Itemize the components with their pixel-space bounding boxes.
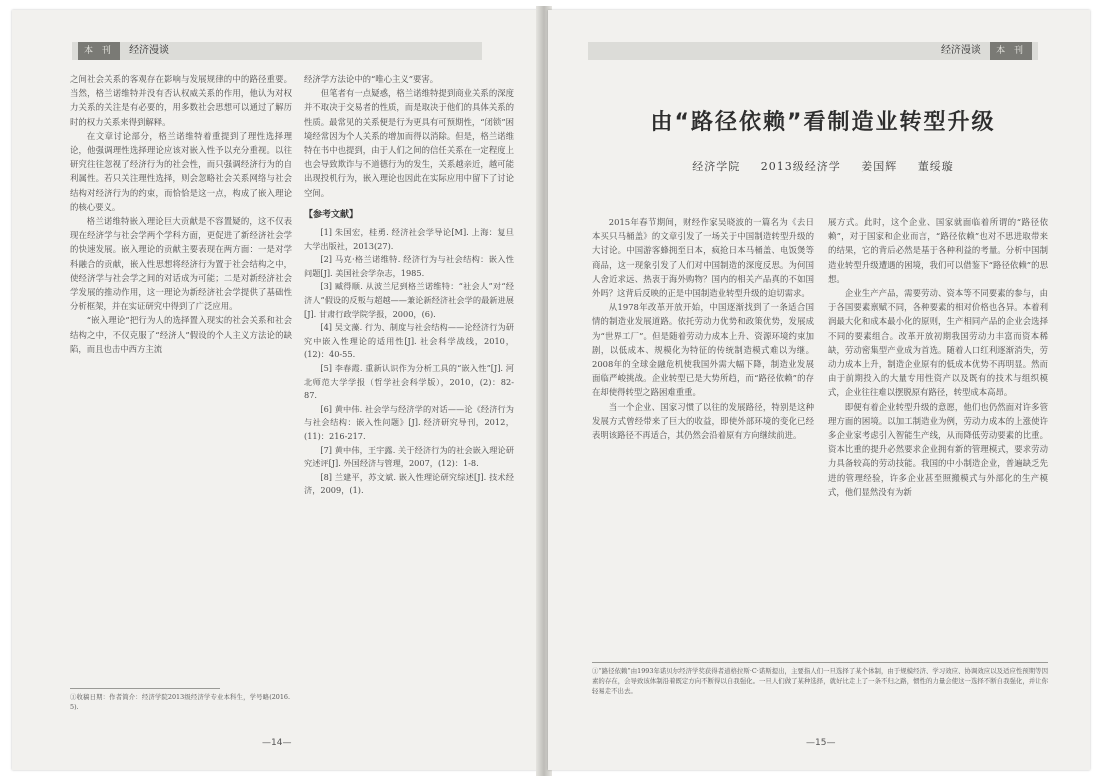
paragraph: 从1978年改革开放开始，中国逐渐找到了一条适合国情的制造业发展道路。依托劳动力优势和政策优势，发展成为“世界工厂”。但是随着劳动力成本上升、资源环境约束加剧，以低成本、规模化为特征的传统制造模式难以为继。2008年的全球金融危机使我国外需大幅下降，制造业发展面临严峻挑战。企业转型已是大势所趋，而“路径依赖”的存在却使得转型之路困难重重。 bbox=[592, 302, 814, 398]
byline-author-1: 姜国辉 bbox=[861, 160, 898, 173]
paragraph: 但笔者有一点疑惑，格兰诺维特提到商业关系的深度并不取决于交易者的性质，而是取决于他们的具体关系的性质。最常见的关系便是行为更具有可预期性，“闭锁”困境经常因为个人关系的增加而得以消除。但是，格兰诺维特在书中也提到，由于人们之间的信任关系在一定程度上也会导致欺诈与不道德行为的发生，关系越亲近，越可能出现投机行为，嵌入理论也因此在实际应用中留下了讨论空间。 bbox=[304, 88, 514, 198]
references-heading: 【参考文献】 bbox=[304, 209, 359, 220]
paragraph: “嵌入理论”把行为人的选择置入现实的社会关系和社会结构之中，不仅克服了“经济人”假设的个人主义方法论的缺陷，而且也击中西方主流 bbox=[70, 315, 292, 354]
reference-item: [2] 马克·格兰诺维特. 经济行为与社会结构：嵌入性问题[J]. 美国社会学杂志，1985. bbox=[304, 254, 514, 278]
left-page-number: —14— bbox=[262, 738, 292, 748]
reference-item: [7] 黄中伟，王宇露. 关于经济行为的社会嵌入理论研究述评[J]. 外国经济与管理，2007，(12)：1-8. bbox=[304, 444, 514, 469]
right-section-tag: 本 刊 bbox=[990, 42, 1032, 60]
right-header bbox=[588, 42, 1038, 60]
reference-item: [3] 臧得顺. 从波兰尼到格兰诺维特：“社会人”对“经济人”假设的反叛与超越——兼论新经济社会学的最新进展[J]. 甘肃行政学院学报，2000，(6). bbox=[304, 281, 514, 319]
paragraph: 展方式。此时，这个企业、国家就面临着所谓的“路径依赖”，对于国家和企业而言，“路径依赖”也对不思进取带来的结果，它的背后必然是基于各种利益的考量。分析中国制造业转型升级遭遇的困境，我们可以借鉴下“路径依赖”的思想。 bbox=[828, 217, 1048, 284]
right-column-1 bbox=[592, 215, 814, 655]
left-footnote: ①收稿日期：作者简介：经济学院2013级经济学专业本科生，学号略(2016. 5). bbox=[70, 693, 290, 711]
right-section-name: 经济漫谈 bbox=[940, 45, 981, 56]
right-footnote: ①“路径依赖”由1993年诺贝尔经济学奖获得者道格拉斯·C·诺斯提出，主要指人们一旦选择了某个体制，由于规模经济、学习效应、协调效应以及适应性预期等因素的存在，会导致该体制沿着既定方向不断得以自我强化。一旦人们做了某种选择，就好比走上了一条不归之路，惯性的力量会使这一选择不断自我强化，并让你轻易走不出去。 bbox=[592, 667, 1048, 695]
paragraph: 格兰诺维特嵌入理论巨大贡献是不容置疑的，这不仅表现在经济学与社会学两个学科方面，更促进了新经济社会学的快速发展。嵌入理论的贡献主要表现在两方面：一是对学科融合的贡献，嵌入性思想将经济行为置于社会结构之中，使经济学与社会学之间的对话成为可能；二是对新经济社会学发展的推动作用，这一理论为新经济社会学提供了基础性分析框架，并在实证研究中得到了广泛应用。 bbox=[70, 216, 292, 312]
left-column-2 bbox=[304, 72, 514, 682]
paragraph: 即便有着企业转型升级的意愿，他们也仍然面对许多管理方面的困境。以加工制造业为例，劳动力成本的上涨使许多企业家考虑引入智能生产线，从而降低劳动要素的比重。资本比重的提升必然要求企业拥有新的管理模式，要求劳动力具备较高的劳动技能。我国的中小制造企业，普遍缺乏先进的管理经验，许多企业甚至照搬模式与外部化的生产模式，他们显然没有为新 bbox=[828, 401, 1048, 497]
left-header bbox=[72, 42, 482, 60]
reference-item: [4] 吴文藻. 行为、制度与社会结构——论经济行为研究中嵌入性理论的适用性[J]. 社会科学战线，2010，(12)：40-55. bbox=[304, 322, 514, 360]
left-section-name: 经济漫谈 bbox=[129, 45, 170, 56]
byline-class: 2013级经济学 bbox=[760, 160, 841, 173]
article-byline bbox=[588, 158, 1058, 174]
reference-item: [5] 李春霞. 重新认识作为分析工具的“嵌入性”[J]. 河北师范大学学报（哲学社会科学版），2010，(2)：82-87. bbox=[304, 362, 514, 401]
footnote-rule bbox=[70, 688, 220, 689]
left-column-1 bbox=[70, 72, 292, 677]
paragraph: 经济学方法论中的“唯心主义”要害。 bbox=[304, 74, 439, 84]
footnote-rule bbox=[592, 662, 1048, 663]
left-page bbox=[12, 10, 540, 770]
paragraph: 之间社会关系的客观存在影响与发展规律的中的路径重要。当然，格兰诺维特并没有否认权威关系的作用，他认为对权力关系的关注是有必要的，用多数社会思想可以通过了解历时的权力关系来得到解释。 bbox=[70, 74, 292, 127]
article-title: 由“路径依赖”看制造业转型升级 bbox=[650, 110, 996, 135]
paragraph: 2015年春节期间，财经作家吴晓波的一篇名为《去日本买只马桶盖》的文章引发了一场关于中国制造转型升级的大讨论。中国游客蜂拥至日本，疯抢日本马桶盖、电饭煲等商品，这一现象引发了人们对中国制造的深度反思。为何国人舍近求远、热衷于海外购物？国内的相关产品真的不如国外吗？这背后反映的正是中国制造业转型升级的迫切需求。 bbox=[592, 217, 814, 299]
right-page bbox=[548, 10, 1090, 770]
paragraph: 当一个企业、国家习惯了以往的发展路径，特别是这种发展方式曾经带来了巨大的收益，即使外部环境的变化已经表明该路径不再适合，其仍然会沿着原有方向继续前进。 bbox=[592, 401, 814, 441]
reference-item: [1] 朱国宏，桂勇. 经济社会学导论[M]. 上海：复旦大学出版社，2013(27). bbox=[304, 227, 514, 251]
byline-author-2: 董绥璇 bbox=[917, 160, 954, 173]
byline-school: 经济学院 bbox=[692, 160, 741, 173]
left-section-tag: 本 刊 bbox=[78, 42, 120, 60]
reference-item: [8] 兰建平，苏文斌. 嵌入性理论研究综述[J]. 技术经济，2009，(1). bbox=[304, 471, 514, 496]
reference-item: [6] 黄中伟. 社会学与经济学的对话——论《经济行为与社会结构：嵌入性问题》[J]. 经济研究导刊，2012，(11)：216-217. bbox=[304, 403, 514, 441]
paragraph: 企业生产产品，需要劳动、资本等不同要素的参与，由于各国要素禀赋不同，各种要素的相对价格也各异。本着利润最大化和成本最小化的原则，生产相同产品的企业会选择不同的要素组合。改革开放初期我国劳动力丰富而资本稀缺，劳动密集型产业成为首选。随着人口红利逐渐消失，劳动力成本上升，制造企业原有的低成本优势不再明显。然而由于前期投入的大量专用性资产以及既有的技术与组织模式，企业往往难以摆脱原有路径，转型成本高昂。 bbox=[828, 288, 1048, 398]
paragraph: 在文章讨论部分，格兰诺维特着重提到了理性选择理论，他强调理性选择理论应该对嵌入性予以充分重视。以往研究往往忽视了经济行为的社会性，而只强调经济行为的自利属性。若只关注理性选择，则会忽略社会关系网络与社会结构对经济行为的约束，而恰恰是这一点，构成了嵌入理论的核心要义。 bbox=[70, 130, 292, 212]
right-column-2 bbox=[828, 215, 1048, 655]
right-page-number: —15— bbox=[806, 738, 836, 748]
